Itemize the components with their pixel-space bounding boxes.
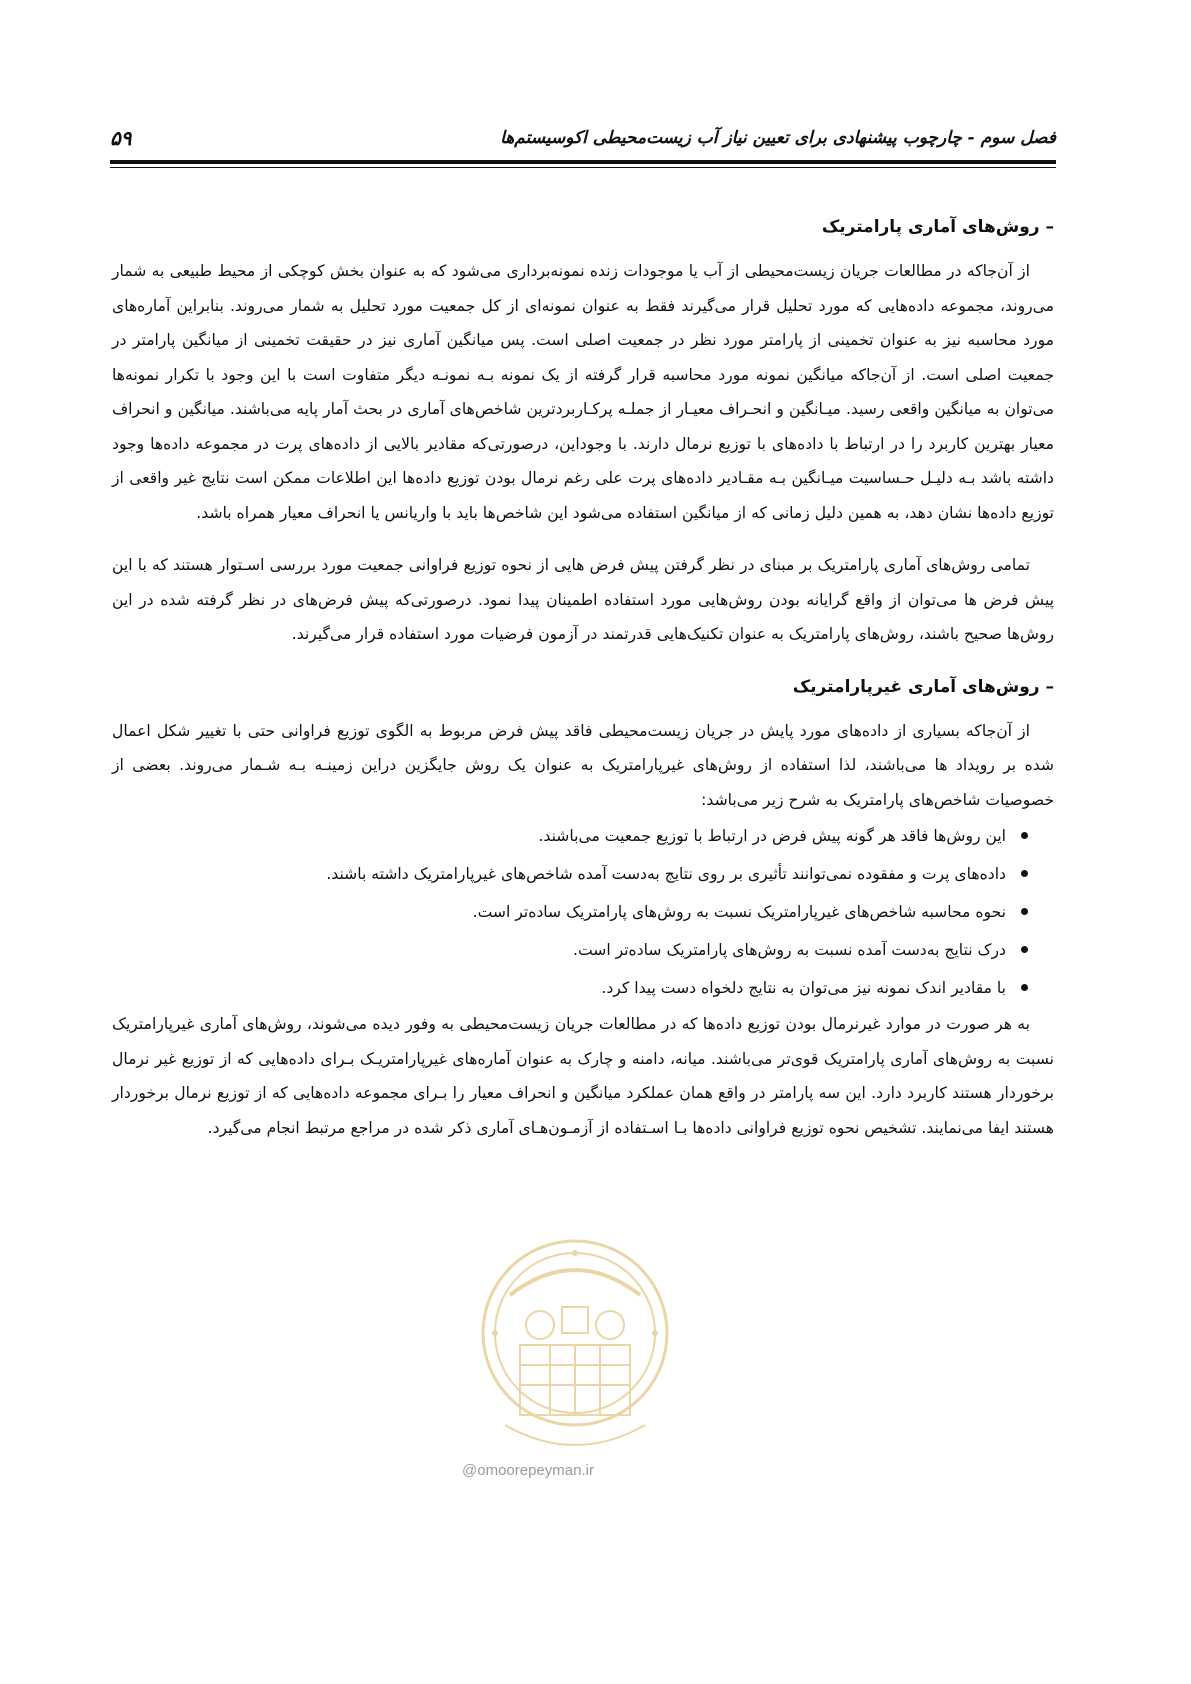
paragraph: به هر صورت در موارد غیرنرمال بودن توزیع داده‌ها که در مطالعات جریان زیست‌محیطی به وفور دیده می‌شوند، روش‌های آماری غیرپارامتریک نسبت به روش‌های آماری پارامتریک قوی‌تر می‌باشند. میانه، دامنه و چارک به عنوان آماره‌های غیرپارامتریـک بـرای داده‌هایی که از توزیع غیر نرمال برخوردار هستند کاربرد دارد. این سه پارامتر در واقع همان عملکرد میانگین و انحراف معیار را بـرای مجموعه داده‌هایی که از توزیع نرمال برخوردار هستند ایفا می‌نمایند. تشخیص نحوه توزیع فراوانی داده‌ها بـا اسـتفاده از آزمـون‌هـای آماری ذکر شده در مراجع مرتبط انجام می‌گیرد.: [112, 1015, 1054, 1137]
paragraph: از آن‌جاکه در مطالعات جریان زیست‌محیطی از آب یا موجودات زنده نمونه‌برداری می‌شود که به عنوان بخش کوچکی از محیط طبیعی به شمار می‌روند، مجموعه داده‌هایی که مورد تحلیل قرار می‌گیرند فقط به عنوان نمونه‌ای از کل جمعیت مورد تحلیل به شمار می‌روند. بنابراین آماره‌های مورد محاسبه نیز به عنوان تخمینی از پارامتر مورد نظر در جمعیت اصلی است. پس میانگین آماری نیز در حقیقت تخمینی از میانگین پارامتر در جمعیت اصلی است. از آن‌جاکه میانگین نمونه مورد محاسبه قرار گرفته از یک نمونه بـه نمونـه دیگر متفاوت است با این وجود با تکرار نمونه‌ها می‌توان به میانگین واقعی رسید. میـانگین و انحـراف معیـار از جملـه پرکـاربردترین شاخص‌های آماری در بحث آمار پایه می‌باشند. میانگین و انحراف معیار بهترین کاربرد را در ارتباط با داده‌های با توزیع نرمال دارند. با وجوداین، درصورتی‌که مقادیر بالایی از داده‌های پرت در مجموعه داده‌ها وجود داشته باشد بـه دلیـل حـساسیت میـانگین بـه مقـادیر داده‌های پرت علی رغم نرمال بودن توزیع داده‌ها این اطلاعات ممکن است نتایج غیر واقعی از توزیع داده‌ها نشان دهد، به همین دلیل زمانی که از میانگین استفاده می‌شود این شاخص‌ها باید با واریانس یا انحراف معیار همراه باشد.: [112, 262, 1054, 522]
list-item-text: با مقادیر اندک نمونه نیز می‌توان به نتایج دلخواه دست پیدا کرد.: [601, 979, 1006, 997]
list-item: [112, 931, 1028, 969]
list-item-text: داده‌های پرت و مفقوده نمی‌توانند تأثیری بر روی نتایج به‌دست آمده شاخص‌های غیرپارامتریک داشته باشند.: [326, 865, 1006, 883]
bullet-icon: [1021, 984, 1028, 991]
list-item-text: درک نتایج به‌دست آمده نسبت به روش‌های پارامتریک ساده‌تر است.: [572, 941, 1006, 959]
section-heading-parametric: – روش‌های آماری پارامتریک: [821, 217, 1054, 237]
paragraph: از آن‌جاکه بسیاری از داده‌های مورد پایش در جریان زیست‌محیطی فاقد پیش فرض مربوط به الگوی توزیع فراوانی حتی با تغییر شکل اعمال شده بر رویداد ها می‌باشند، لذا استفاده از روش‌های غیرپارامتریک به عنوان یک روش جایگزین دراین زمینـه بـه شـمار می‌روند. بعضی از خصوصیات شاخص‌های پارامتریک به شرح زیر می‌باشد:: [112, 721, 1054, 809]
bullet-icon: [1021, 870, 1028, 877]
list-item: [112, 893, 1028, 931]
list-item: [112, 855, 1028, 893]
header-rule-thick: [110, 160, 1056, 164]
properties-list: [112, 817, 1054, 1007]
page-number: ۵۹: [110, 126, 132, 150]
list-item: [112, 817, 1028, 855]
running-header: [110, 128, 1056, 154]
body-text: [112, 210, 1054, 1145]
chapter-title: فصل سوم - چارچوب پیشنهادی برای تعیین نیاز آب زیست‌محیطی اکوسیستم‌ها: [500, 128, 1056, 148]
paragraph: تمامی روش‌های آماری پارامتریک بر مبنای در نظر گرفتن پیش فرض هایی از نحوه توزیع فراوانی جمعیت مورد بررسی اسـتوار هستند که با این پیش فرض ها می‌توان از واقع گرایانه بودن روش‌هایی مورد استفاده اطمینان پیدا نمود. درصورتی‌که پیش فرض‌های در نظر گرفته شده در این روش‌ها صحیح باشند، روش‌های پارامتریک به عنوان تکنیک‌هایی قدرتمند در آزمون فرضیات مورد استفاده قرار می‌گیرند.: [112, 556, 1054, 643]
header-rule-thin: [110, 167, 1056, 168]
list-item-text: این روش‌ها فاقد هر گونه پیش فرض در ارتباط با توزیع جمعیت می‌باشند.: [538, 827, 1006, 845]
watermark-logo-icon: [470, 1225, 680, 1455]
watermark-caption: @omoorepeyman.ir: [462, 1462, 594, 1479]
list-item: [112, 969, 1028, 1007]
bullet-icon: [1021, 946, 1028, 953]
section-heading-nonparametric: – روش‌های آماری غیرپارامتریک: [792, 676, 1054, 697]
bullet-icon: [1021, 908, 1028, 915]
list-item-text: نحوه محاسبه شاخص‌های غیرپارامتریک نسبت به روش‌های پارامتریک ساده‌تر است.: [472, 903, 1006, 921]
bullet-icon: [1021, 832, 1028, 839]
